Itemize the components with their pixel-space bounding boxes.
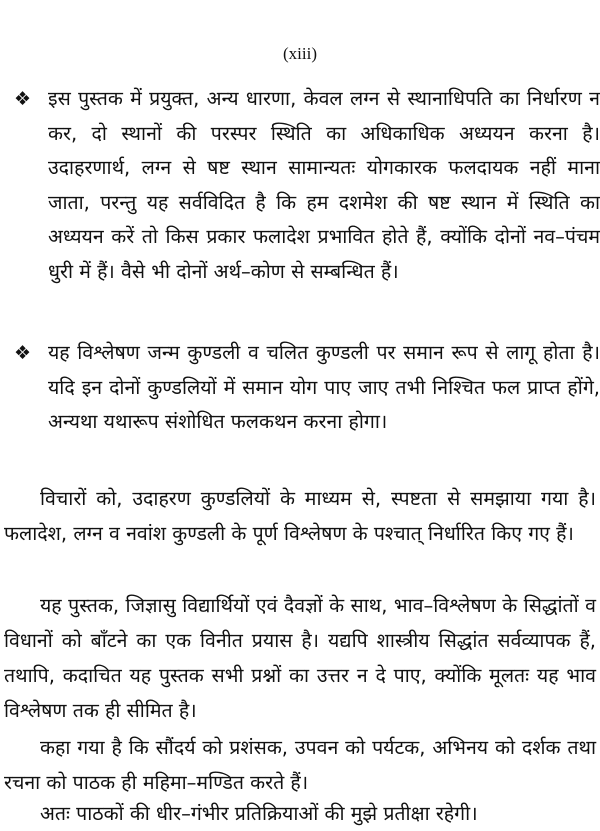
paragraph — [4, 481, 596, 551]
paragraph-text: विचारों को, उदाहरण कुण्डलियों के माध्यम से, स्पष्टता से समझाया गया है। फलादेश, लग्न व नवांश कुण्डली के पूर्ण विश्लेषण के पश्चात् निर्धारित किए गए हैं। — [4, 487, 596, 545]
paragraph-text: कहा गया है कि सौंदर्य को प्रशंसक, उपवन को पर्यटक, अभिनय को दर्शक तथा रचना को पाठक ही महिमा–मण्डित करते हैं। — [4, 736, 596, 794]
paragraph — [4, 796, 596, 831]
paragraph — [4, 730, 596, 800]
page-number: (xiii) — [283, 44, 317, 63]
bullet-text: इस पुस्तक में प्रयुक्त, अन्य धारणा, केवल लग्न से स्थानाधिपति का निर्धारण न कर, दो स्थानों की परस्पर स्थिति का अधिकाधिक अध्ययन करना है। उदाहरणार्थ, लग्न से षष्ट स्थान सामान्यतः योगकारक फलदायक नहीं माना जाता, परन्तु यह सर्वविदित है कि हम दशमेश की षष्ट स्थान में स्थिति का अध्ययन करें तो किस प्रकार फलादेश प्रभावित होते हैं, क्योंकि दोनों नव–पंचम धुरी में हैं। वैसे भी दोनों अर्थ–कोण से सम्बन्धित हैं। — [48, 87, 600, 283]
bullet-text: यह विश्लेषण जन्म कुण्डली व चलित कुण्डली पर समान रूप से लागू होता है। यदि इन दोनों कुण्डलियों में समान योग पाए जाए तभी निश्चित फल प्राप्त होंगे, अन्यथा यथारूप संशोधित फलकथन करना होगा। — [48, 341, 600, 433]
paragraph-text: अतः पाठकों की धीर–गंभीर प्रतिक्रियाओं की मुझे प्रतीक्षा रहेगी। — [40, 802, 478, 825]
diamond-bullet-icon: ❖ — [14, 342, 32, 364]
paragraph — [4, 588, 596, 728]
diamond-bullet-icon: ❖ — [14, 88, 32, 110]
paragraph-text: यह पुस्तक, जिज्ञासु विद्यार्थियों एवं दैवज्ञों के साथ, भाव–विश्लेषण के सिद्धांतों व विधानों को बाँटने का एक विनीत प्रयास है। यद्यपि शास्त्रीय सिद्धांत सर्वव्यापक हैं, तथापि, कदाचित यह पुस्तक सभी प्रश्नों का उत्तर न दे पाए, क्योंकि मूलतः यह भाव विश्लेषण तक ही सीमित है। — [4, 594, 596, 722]
